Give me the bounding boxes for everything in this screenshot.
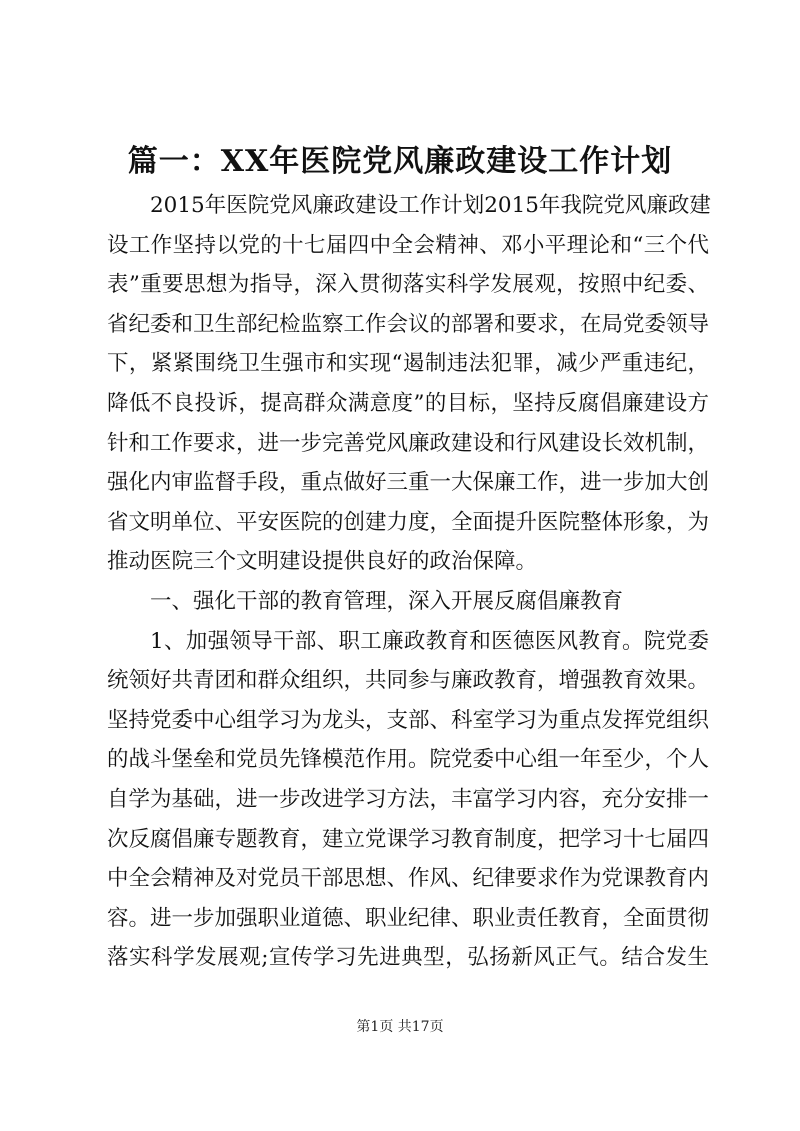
paragraph-line: 统领好共青团和群众组织，共同参与廉政教育，增强教育效果。 [107, 668, 710, 694]
paragraph-line: 针和工作要求，进一步完善党风廉政建设和行风建设长效机制， [107, 430, 710, 456]
paragraph-line: 自学为基础，进一步改进学习方法，丰富学习内容，充分安排一 [107, 786, 710, 812]
paragraph-line: 强化内审监督手段，重点做好三重一大保廉工作，进一步加大创 [107, 470, 710, 496]
paragraph-line: 降低不良投诉，提高群众满意度”的目标，坚持反腐倡廉建设方 [107, 390, 709, 416]
page-number: 第1页 共17页 [356, 1019, 444, 1035]
document-title: 篇一：XX年医院党风廉政建设工作计划 [127, 144, 673, 179]
paragraph-line: 中全会精神及对党员干部思想、作风、纪律要求作为党课教育内 [107, 866, 710, 892]
paragraph-line: 推动医院三个文明建设提供良好的政治保障。 [107, 549, 538, 575]
paragraph-line: 表”重要思想为指导，深入贯彻落实科学发展观，按照中纪委、 [107, 272, 709, 298]
section-heading: 一、强化干部的教育管理，深入开展反腐倡廉教育 [150, 588, 624, 614]
paragraph-line: 省纪委和卫生部纪检监察工作会议的部署和要求，在局党委领导 [107, 311, 710, 337]
paragraph-line: 坚持党委中心组学习为龙头，支部、科室学习为重点发挥党组织 [107, 707, 710, 733]
paragraph-line: 容。进一步加强职业道德、职业纪律、职业责任教育，全面贯彻 [107, 905, 710, 931]
paragraph-line: 设工作坚持以党的十七届四中全会精神、邓小平理论和“三个代 [107, 232, 709, 258]
paragraph-line: 下，紧紧围绕卫生强市和实现“遏制违法犯罪，减少严重违纪， [107, 351, 709, 377]
paragraph-line: 1、加强领导干部、职工廉政教育和医德医风教育。院党委 [150, 628, 709, 654]
paragraph-line: 次反腐倡廉专题教育，建立党课学习教育制度，把学习十七届四 [107, 826, 710, 852]
paragraph-line: 2015年医院党风廉政建设工作计划2015年我院党风廉政建 [150, 193, 711, 218]
paragraph-line: 的战斗堡垒和党员先锋模范作用。院党委中心组一年至少，个人 [107, 747, 710, 773]
document-body [107, 186, 709, 978]
paragraph-line: 省文明单位、平安医院的创建力度，全面提升医院整体形象，为 [107, 509, 710, 535]
paragraph-line: 落实科学发展观;宣传学习先进典型，弘扬新风正气。结合发生 [107, 945, 709, 971]
